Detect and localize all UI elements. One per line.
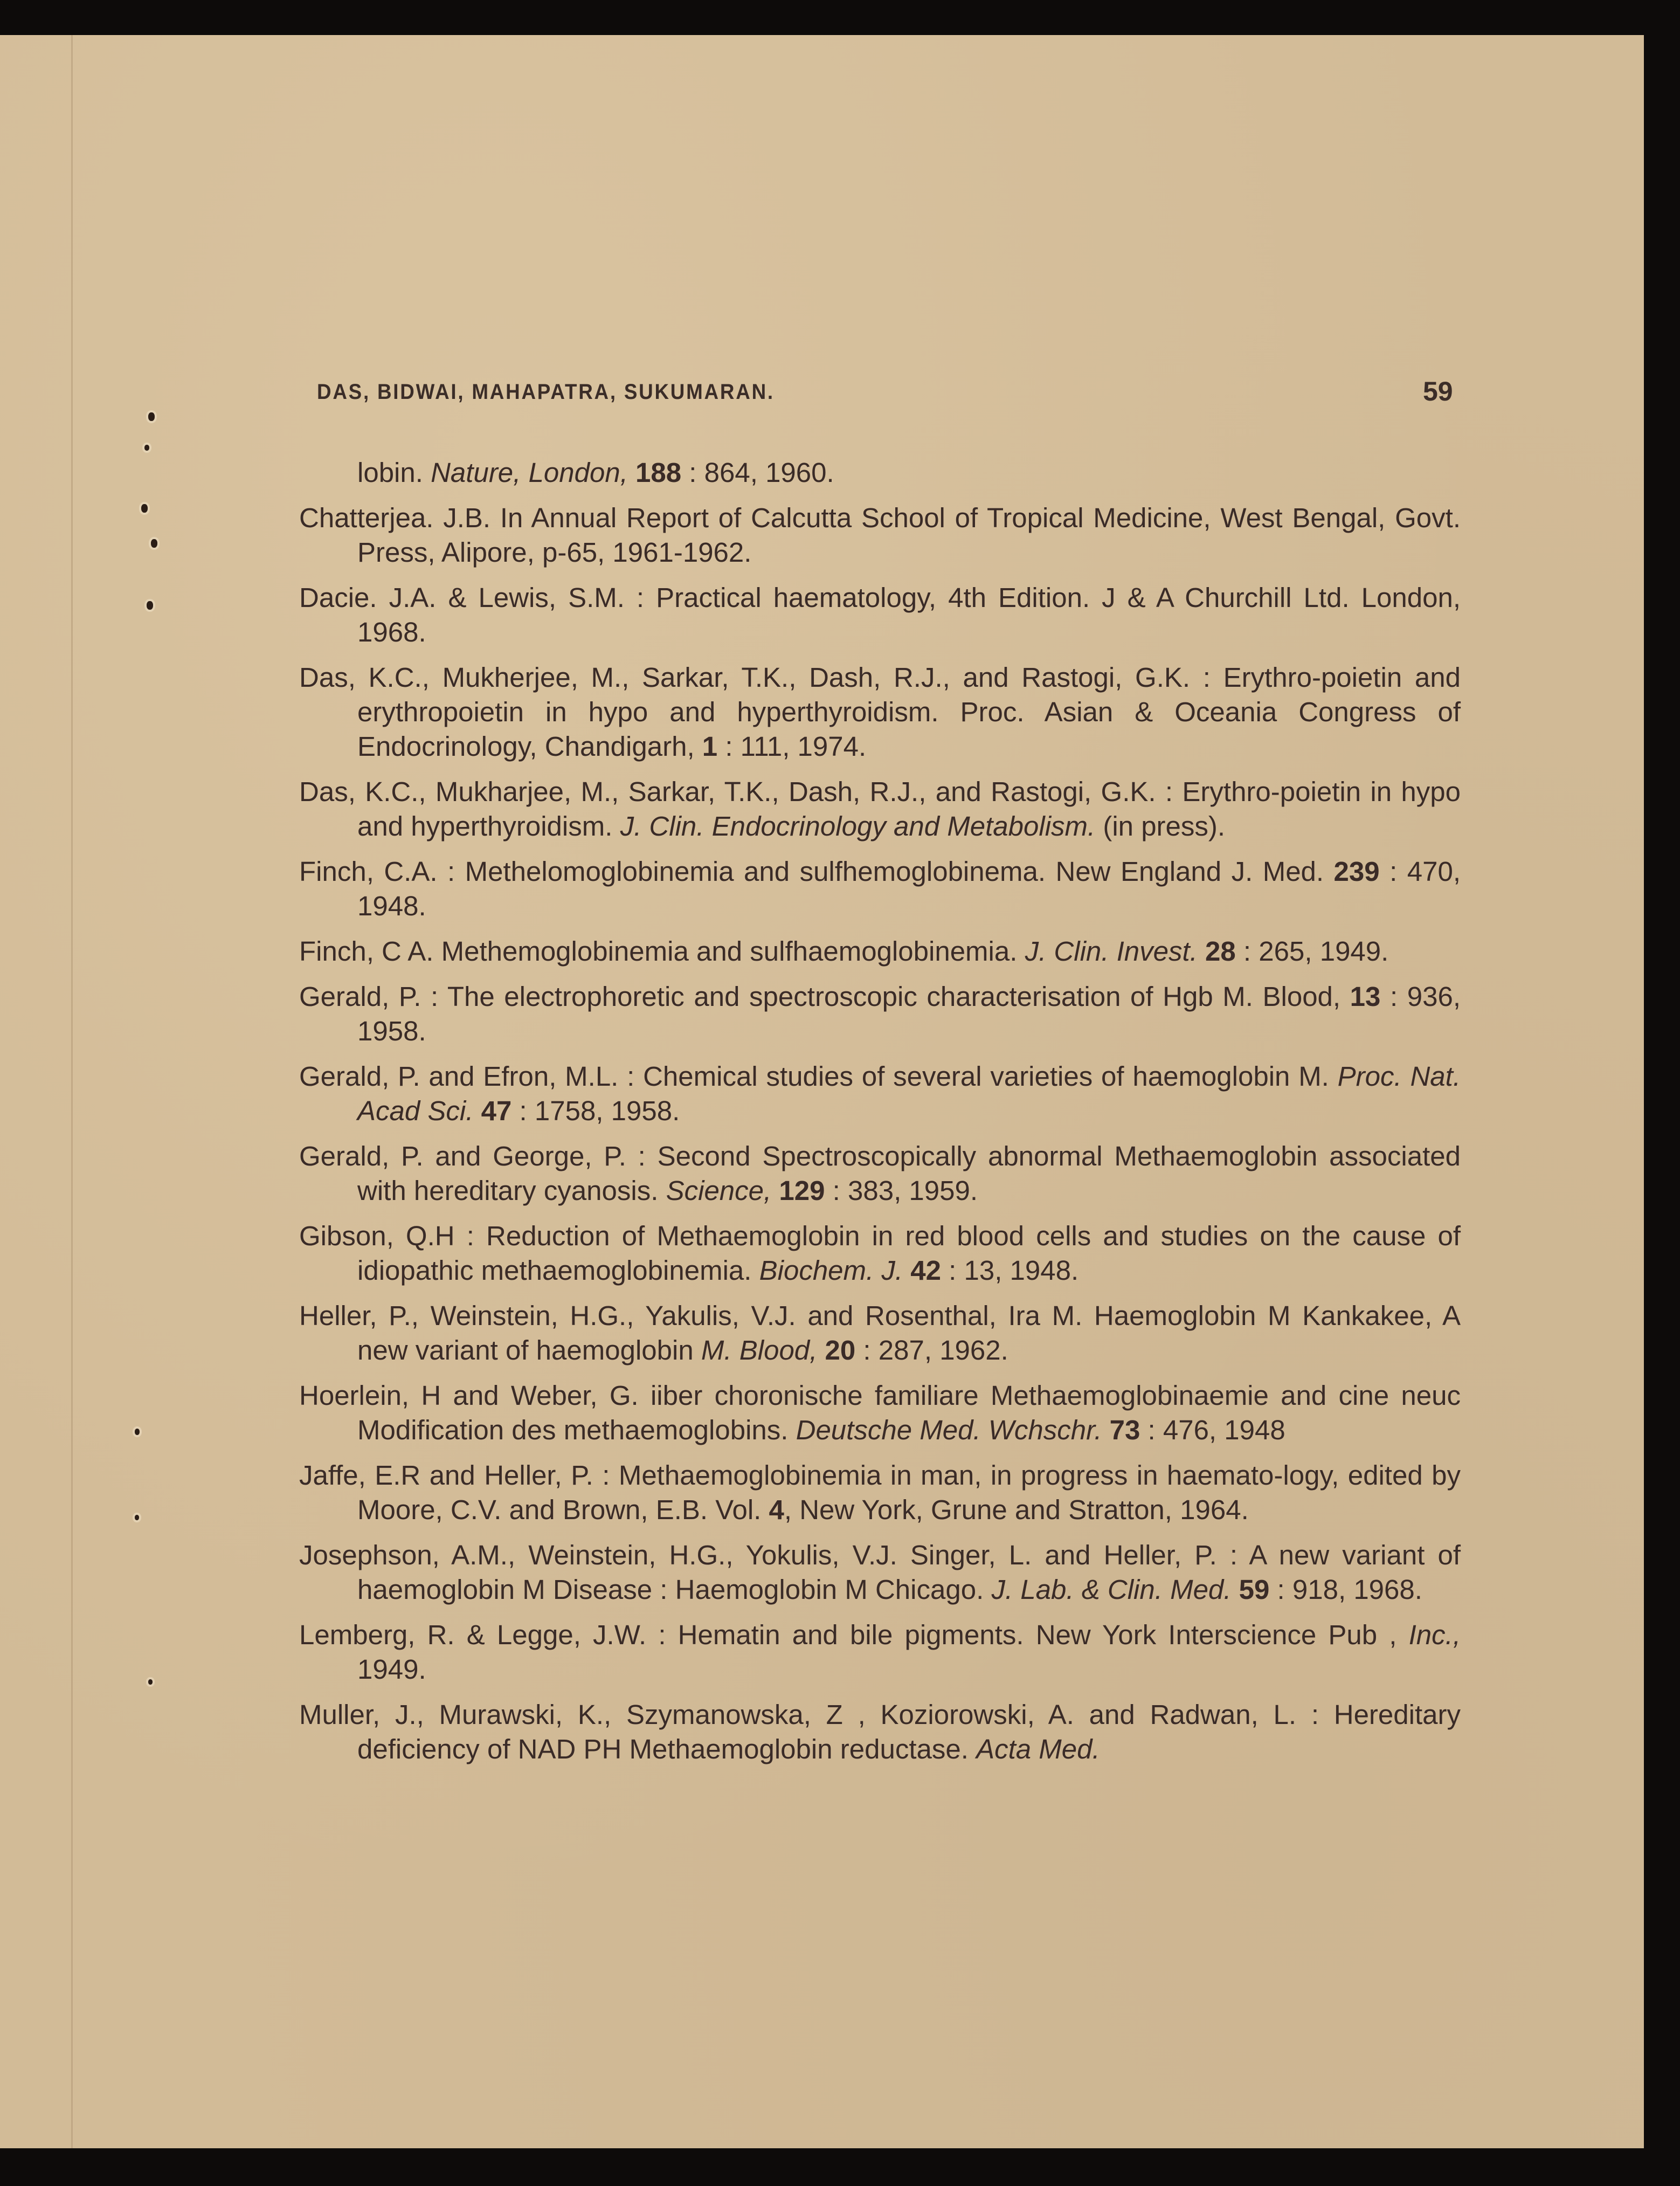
reference-text: : 265, 1949. [1235,936,1389,967]
journal-title: M. Blood, [701,1335,818,1366]
binding-hole [147,601,153,610]
reference-text: : 383, 1959. [825,1175,978,1206]
reference-text [1231,1574,1239,1605]
reference-text: Hoerlein, H and Weber, G. iiber choronische familiare Methaemoglobinaemie and cine neuc Modification des methaemoglobins. [299,1380,1461,1445]
reference-text: : 1758, 1958. [511,1095,680,1126]
reference-text: Finch, C.A. : Methelomoglobinemia and sulfhemoglobinema. New England J. Med. [299,856,1334,887]
reference-text: : 470, 1948. [357,856,1461,921]
reference-text: Gerald, P. and Efron, M.L. : Chemical studies of several varieties of haemoglobin M. [299,1061,1338,1092]
reference-entry [299,1219,1461,1288]
binding-hole [135,1515,139,1520]
reference-text: Josephson, A.M., Weinstein, H.G., Yokulis, V.J. Singer, L. and Heller, P. : A new variant of haemoglobin M Disease : Haemoglobin M Chicago. [299,1540,1461,1605]
reference-text: Dacie. J.A. & Lewis, S.M. : Practical haematology, 4th Edition. J & A Churchill Ltd. London, 1968. [299,582,1461,647]
reference-text: : 864, 1960. [681,457,834,488]
reference-text [1198,936,1205,967]
binding-hole [141,504,148,513]
volume-number: 4 [769,1494,784,1525]
reference-entry [299,501,1461,570]
reference-text: Das, K.C., Mukherjee, M., Sarkar, T.K., Dash, R.J., and Rastogi, G.K. : Erythro-poietin and erythropoietin in hypo and hyperthyroidism. Proc. Asian & Oceania Congress of Endocrinology, Chandigarh, [299,662,1461,762]
journal-title: J. Clin. Endocrinology and Metabolism. [620,811,1096,842]
reference-entry [299,456,1461,490]
journal-title: Acta Med. [976,1734,1100,1764]
running-head: DAS, BIDWAI, MAHAPATRA, SUKUMARAN. [317,380,775,404]
volume-number: 1 [702,731,718,762]
reference-entry [299,775,1461,844]
reference-text: : 936, 1958. [357,981,1461,1046]
page-fold-crease [71,35,73,2148]
reference-entry [299,854,1461,923]
volume-number: 188 [635,457,682,488]
binding-hole [151,539,157,548]
reference-text: Gibson, Q.H : Reduction of Methaemoglobin in red blood cells and studies on the cause of idiopathic methaemoglobinemia. [299,1220,1461,1286]
binding-hole [148,1679,153,1685]
journal-title: Science, [666,1175,772,1206]
scanned-page [0,35,1644,2148]
volume-number: 28 [1205,936,1236,967]
reference-text: : 287, 1962. [855,1335,1008,1366]
volume-number: 129 [779,1175,825,1206]
reference-text: (in press). [1095,811,1226,842]
reference-entry [299,1618,1461,1687]
reference-text: 1949. [357,1654,426,1685]
reference-text: : 13, 1948. [941,1255,1079,1286]
reference-entry [299,980,1461,1049]
volume-number: 239 [1333,856,1380,887]
reference-text [628,457,635,488]
volume-number: 13 [1350,981,1381,1012]
reference-list [299,456,1461,1777]
journal-title: J. Clin. Invest. [1025,936,1198,967]
reference-entry [299,1059,1461,1128]
reference-entry [299,1139,1461,1208]
reference-entry [299,934,1461,969]
journal-title: Biochem. J. [759,1255,903,1286]
volume-number: 47 [481,1095,512,1126]
volume-number: 42 [910,1255,941,1286]
volume-number: 73 [1109,1415,1140,1445]
volume-number: 59 [1239,1574,1270,1605]
reference-entry [299,1458,1461,1527]
reference-text: Jaffe, E.R and Heller, P. : Methaemoglobinemia in man, in progress in haemato-logy, edited by Moore, C.V. and Brown, E.B. Vol. [299,1460,1461,1525]
reference-text: Muller, J., Murawski, K., Szymanowska, Z , Koziorowski, A. and Radwan, L. : Hereditary deficiency of NAD PH Methaemoglobin reductase. [299,1699,1461,1764]
volume-number: 20 [825,1335,856,1366]
binding-hole [148,412,155,421]
journal-title: Proc. Nat. Acad Sci. [357,1061,1461,1126]
reference-entry [299,1698,1461,1767]
reference-text: Heller, P., Weinstein, H.G., Yakulis, V.J. and Rosenthal, Ira M. Haemoglobin M Kankakee, A new variant of haemoglobin [299,1300,1461,1366]
reference-text: Das, K.C., Mukharjee, M., Sarkar, T.K., Dash, R.J., and Rastogi, G.K. : Erythro-poietin in hypo and hyperthyroidism. [299,776,1461,842]
reference-text [771,1175,779,1206]
reference-text: Lemberg, R. & Legge, J.W. : Hematin and bile pigments. New York Interscience Pub , [299,1619,1409,1650]
binding-hole [144,445,149,451]
reference-entry [299,581,1461,650]
reference-text: : 476, 1948 [1140,1415,1285,1445]
journal-title: Deutsche Med. Wchschr. [796,1415,1102,1445]
reference-entry [299,1378,1461,1447]
journal-title: Inc., [1408,1619,1461,1650]
reference-entry [299,660,1461,764]
journal-title: Nature, London, [431,457,628,488]
reference-text: Chatterjea. J.B. In Annual Report of Calcutta School of Tropical Medicine, West Bengal, Govt. Press, Alipore, p-65, 1961-1962. [299,502,1461,568]
reference-text: Gerald, P. : The electrophoretic and spectroscopic characterisation of Hgb M. Blood, [299,981,1350,1012]
reference-text: , New York, Grune and Stratton, 1964. [784,1494,1249,1525]
reference-entry [299,1299,1461,1368]
reference-text [473,1095,481,1126]
binding-hole [135,1429,140,1435]
reference-text: : 918, 1968. [1269,1574,1422,1605]
journal-title: J. Lab. & Clin. Med. [991,1574,1232,1605]
reference-text: : 111, 1974. [717,731,867,762]
reference-text: Gerald, P. and George, P. : Second Spectroscopically abnormal Methaemoglobin associated with hereditary cyanosis. [299,1141,1461,1206]
reference-text: lobin. [357,457,431,488]
reference-text [903,1255,910,1286]
reference-text [1102,1415,1109,1445]
page-number: 59 [1423,376,1453,406]
reference-text [817,1335,825,1366]
reference-text: Finch, C A. Methemoglobinemia and sulfhaemoglobinemia. [299,936,1025,967]
reference-entry [299,1538,1461,1607]
